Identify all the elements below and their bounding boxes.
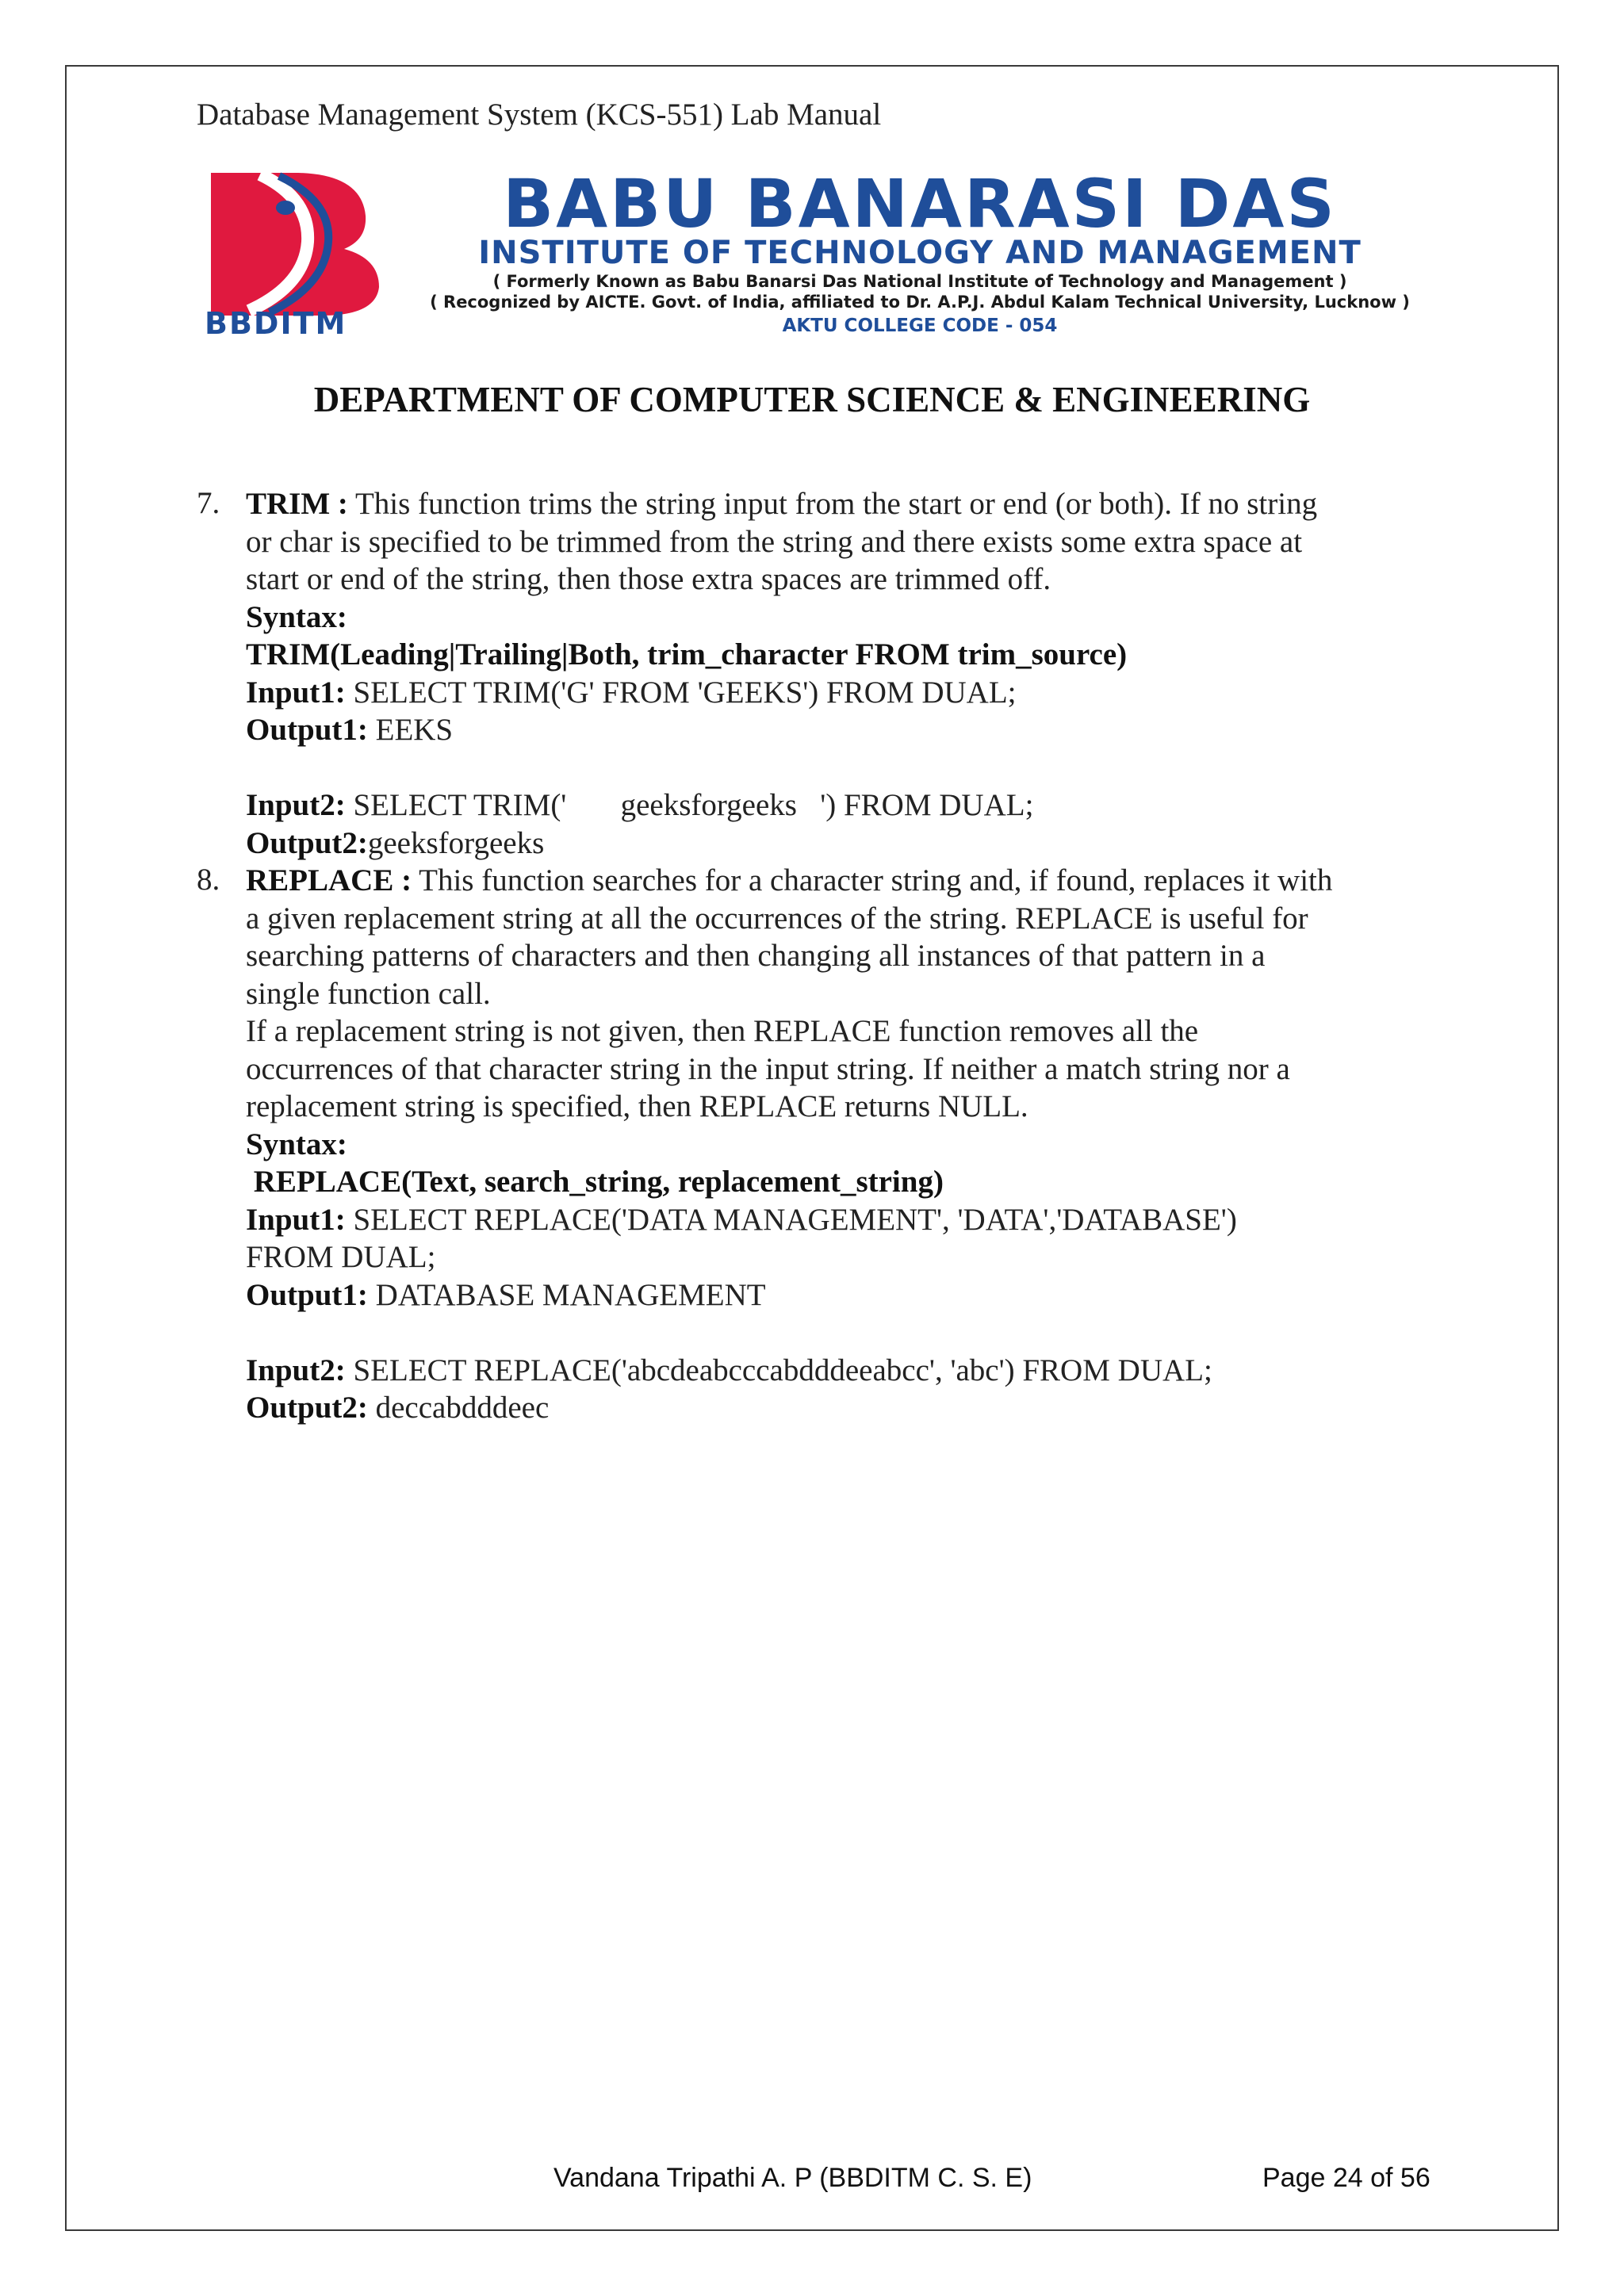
trim-syntax: TRIM(Leading|Trailing|Both, trim_character FROM trim_source) (246, 637, 1128, 672)
syntax-label: Syntax: (246, 599, 347, 634)
item-number: 8. (197, 863, 220, 897)
list-item-replace (197, 862, 1434, 1427)
trim-description-line: TRIM : This function trims the string input from the start or end (or both). If no string (246, 487, 1318, 521)
trim-input1: Input1: SELECT TRIM('G' FROM 'GEEKS') FROM DUAL; (246, 675, 1017, 710)
trim-output2: Output2:geeksforgeeks (246, 825, 545, 860)
item-number: 7. (197, 486, 220, 520)
replace-description-line: If a replacement string is not given, then REPLACE function removes all the (246, 1014, 1199, 1048)
spacer (246, 749, 1434, 787)
trim-term: TRIM : (246, 487, 348, 521)
replace-syntax: REPLACE(Text, search_string, replacement_string) (246, 1165, 944, 1199)
bbditm-logo-icon (203, 166, 385, 317)
college-code: AKTU COLLEGE CODE - 054 (782, 316, 1058, 336)
list-item-trim (197, 485, 1434, 862)
replace-input2: Input2: SELECT REPLACE('abcdeabcccabdddeeabcc', 'abc') FROM DUAL; (246, 1353, 1212, 1387)
replace-input1: Input1: SELECT REPLACE('DATA MANAGEMENT', 'DATA','DATABASE') (246, 1202, 1237, 1237)
institute-name: BABU BANARASI DAS (503, 165, 1337, 243)
replace-term: REPLACE : (246, 863, 412, 897)
trim-description-line: or char is specified to be trimmed from the string and there exists some extra space at (246, 524, 1303, 559)
spacer (246, 1314, 1434, 1352)
trim-input2: Input2: SELECT TRIM(' geeksforgeeks ') FROM DUAL; (246, 788, 1034, 822)
footer-author: Vandana Tripathi A. P (BBDITM C. S. E) (553, 2163, 1032, 2193)
replace-description-line: single function call. (246, 976, 491, 1011)
institute-subtitle: INSTITUTE OF TECHNOLOGY AND MANAGEMENT (478, 235, 1362, 271)
replace-input1-continuation: FROM DUAL; (246, 1240, 436, 1274)
replace-description-line: a given replacement string at all the occurrences of the string. REPLACE is useful for (246, 901, 1308, 936)
logo-abbreviation: BBDITM (205, 306, 347, 341)
trim-description-line: start or end of the string, then those extra spaces are trimmed off. (246, 562, 1051, 596)
replace-description-line: replacement string is specified, then REPLACE returns NULL. (246, 1089, 1028, 1123)
department-heading: DEPARTMENT OF COMPUTER SCIENCE & ENGINEERING (313, 380, 1311, 419)
replace-description-line: REPLACE : This function searches for a character string and, if found, replaces it with (246, 863, 1333, 897)
manual-title: Database Management System (KCS-551) Lab Manual (197, 98, 882, 132)
document-body (197, 485, 1434, 1427)
syntax-label: Syntax: (246, 1127, 347, 1161)
replace-output2: Output2: deccabdddeec (246, 1391, 550, 1425)
institute-recognition: ( Recognized by AICTE. Govt. of India, affiliated to Dr. A.P.J. Abdul Kalam Technical University, Lucknow ) (430, 293, 1410, 312)
replace-description-line: searching patterns of characters and then changing all instances of that pattern in a (246, 939, 1266, 973)
institute-former-name: ( Formerly Known as Babu Banarsi Das National Institute of Technology and Management ) (492, 272, 1347, 291)
page-number: Page 24 of 56 (1262, 2163, 1431, 2193)
replace-output1: Output1: DATABASE MANAGEMENT (246, 1277, 766, 1312)
replace-description-line: occurrences of that character string in the input string. If neither a match string nor a (246, 1051, 1290, 1086)
trim-output1: Output1: EEKS (246, 713, 454, 747)
